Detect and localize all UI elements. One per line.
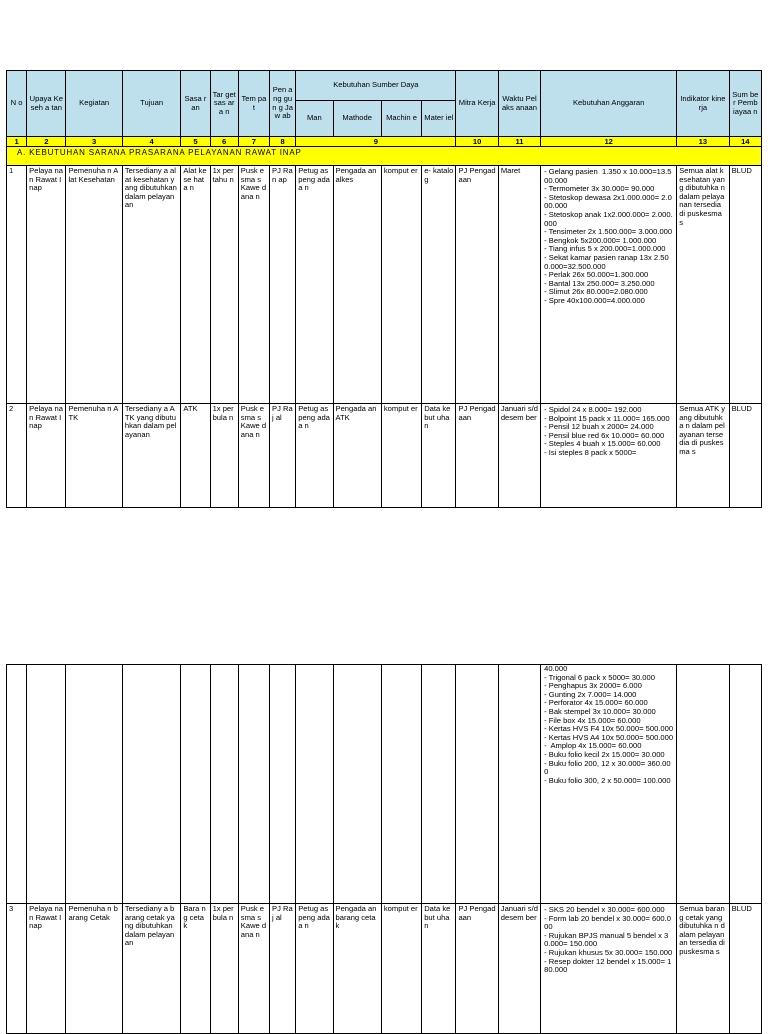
budget-item: - Tiang infus 5 x 200.000=1.000.000	[544, 244, 666, 254]
budget-item: - SKS 20 bendel x 30.000= 600.000	[544, 905, 665, 914]
col-number: 4	[122, 137, 180, 147]
col-number: 5	[181, 137, 210, 147]
row-no: 1	[7, 166, 27, 404]
row-indikator: Semua barang cetak yang dibutuhka n dalam pelayanan tersedia di puskesma s	[677, 904, 729, 1034]
col-number: 9	[296, 137, 456, 147]
row-kegiatan: Pemenuha n barang Cetak	[66, 904, 122, 1034]
row-man: Petug as peng adaa n	[296, 904, 333, 1034]
table-row	[7, 404, 762, 508]
budget-item: - Bak stempel 3x 10.000= 30.000	[544, 706, 656, 716]
header-upaya-kesehatan: Upaya Keseh a tan	[27, 71, 66, 137]
header-mitra-kerja: Mitra Kerja	[456, 71, 498, 137]
budget-item: - Tensimeter 2x 1.500.000= 3.000.000	[544, 227, 673, 237]
header-no: N o	[7, 71, 27, 137]
header-penanggung-jawab: Pen ang gun g Jaw ab	[270, 71, 296, 137]
budget-item: - Sekat kamar pasien ranap 13x 2.500.000=32.500.000	[544, 252, 669, 271]
row-mitra: PJ Pengad aan	[456, 166, 498, 404]
budget-item: - Bolpoint 15 pack x 11.000= 165.000	[544, 413, 670, 423]
row-material: Data kebut uhan	[422, 404, 456, 508]
row-machine: komput er	[381, 904, 421, 1034]
row-man: Petug as peng adaa n	[296, 404, 333, 508]
col-number: 1	[7, 137, 27, 147]
budget-item: - Pensil 12 buah x 2000= 24.000	[544, 422, 654, 432]
budget-item: - Gelang pasien 1.350 x 10.000=13.500.000	[544, 167, 672, 185]
row-method: Pengada an ATK	[333, 404, 381, 508]
header-waktu-pelaksanaan: Waktu Pelaks anaan	[498, 71, 540, 137]
row-man: Petug as peng adaa n	[296, 166, 333, 404]
budget-item: - Perforator 4x 15.000= 60.000	[544, 698, 648, 708]
header-material: Mater iel	[422, 101, 456, 137]
row-indikator: Semua ATK yang dibutuhka n dalam pelayanan tersedia di puskesma s	[677, 404, 729, 508]
row-machine: komput er	[381, 404, 421, 508]
table-row	[7, 904, 762, 1034]
col-number: 7	[238, 137, 269, 147]
budget-item: - Buku folio 200, 12 x 30.000= 360.000	[544, 758, 671, 777]
col-number: 2	[27, 137, 66, 147]
col-number: 12	[541, 137, 677, 147]
row-tujuan: Tersediany a ATK yang dibutuhkan dalam pelayanan	[122, 404, 180, 508]
row-no: 2	[7, 404, 27, 508]
row-target: 1x per bula n	[210, 404, 238, 508]
row-mitra: PJ Pengad aan	[456, 404, 498, 508]
header-method: Mathode	[333, 101, 381, 137]
budget-item: - Amplop 4x 15.000= 60.000	[544, 741, 642, 751]
row-waktu: Januari s/d desem ber	[498, 904, 540, 1034]
row-sasaran: ATK	[181, 404, 210, 508]
row-tempat: Pusk esma s Kawe dana n	[238, 904, 269, 1034]
header-tujuan: Tujuan	[122, 71, 180, 137]
row-tempat: Pusk esma s Kawe dana n	[238, 166, 269, 404]
row-upaya: Pelaya nan Rawat Inap	[27, 166, 66, 404]
budget-item: - File box 4x 15.000= 60.000	[544, 715, 641, 725]
row-penanggung-jawab: PJ Raj al	[270, 404, 296, 508]
row-method: Pengada an alkes	[333, 166, 381, 404]
budget-item: - Rujukan BPJS manual 5 bendel x 30.000= 150.000	[544, 930, 669, 949]
row-upaya: Pelaya nan Rawat Inap	[27, 404, 66, 508]
row-no: 3	[7, 904, 27, 1034]
budget-item: - Stetoskop anak 1x2.000.000= 2.000.000	[544, 209, 673, 228]
header-sasaran: Sasa ran	[181, 71, 210, 137]
header-target: Tar get sas ara n	[210, 71, 238, 137]
row-penanggung-jawab: PJ Ran ap	[270, 166, 296, 404]
col-number: 3	[66, 137, 122, 147]
table-row	[7, 166, 762, 404]
budget-item: 40.000	[544, 664, 568, 673]
row-sasaran: Alat kese hata n	[181, 166, 210, 404]
col-number: 8	[270, 137, 296, 147]
budget-item: - Form lab 20 bendel x 30.000= 600.000	[544, 913, 671, 932]
budget-item: - Resep dokter 12 bendel x 15.000= 180.000	[544, 956, 672, 975]
header-kegiatan: Kegiatan	[66, 71, 122, 137]
budget-item: - Bengkok 5x200.000= 1.000.000	[544, 235, 657, 245]
row-budget	[541, 904, 677, 1034]
budget-item: - Slimut 26x 80.000=2.080.000	[544, 287, 648, 297]
row-budget	[541, 166, 677, 404]
budget-item: - Trigonal 6 pack x 5000= 30.000	[544, 672, 655, 682]
row-kegiatan: Pemenuha n Alat Kesehatan	[66, 166, 122, 404]
budget-item: - Bantal 13x 250.000= 3.250.000	[544, 278, 655, 288]
budget-item: - Kertas HVS A4 10x 50.000= 500.000	[544, 732, 674, 742]
budget-item: - Perlak 26x 50.000=1.300.000	[544, 270, 649, 280]
row-mitra: PJ Pengad aan	[456, 904, 498, 1034]
budget-item: - Spidol 24 x 8.000= 192.000	[544, 405, 642, 414]
budget-item: - Steples 4 buah x 15.000= 60.000	[544, 439, 661, 449]
row-target: 1x per bula n	[210, 904, 238, 1034]
row-waktu: Maret	[498, 166, 540, 404]
budget-item: - Termometer 3x 30.000= 90.000	[544, 184, 655, 194]
row-material: e- katalo g	[422, 166, 456, 404]
row-budget-continued	[541, 665, 677, 904]
budget-table-page-1	[6, 70, 762, 508]
col-number: 10	[456, 137, 498, 147]
budget-table-page-2	[6, 664, 762, 1034]
budget-item: - Buku folio 300, 2 x 50.000= 100.000	[544, 775, 671, 785]
col-number: 6	[210, 137, 238, 147]
row-sumber: BLUD	[729, 904, 761, 1034]
row-sasaran: Bara ng ceta k	[181, 904, 210, 1034]
header-kebutuhan-sumber-daya: Kebutuhan Sumber Daya	[296, 71, 456, 101]
row-waktu: Januari s/d desem ber	[498, 404, 540, 508]
row-target: 1x per tahu n	[210, 166, 238, 404]
row-material: Data kebut uhan	[422, 904, 456, 1034]
row-tujuan: Tersediany a alat kesehatan yang dibutuhkan dalam pelayanan	[122, 166, 180, 404]
row-sumber: BLUD	[729, 404, 761, 508]
budget-item: - Rujukan khusus 5x 30.000= 150.000	[544, 947, 673, 957]
row-kegiatan: Pemenuha n ATK	[66, 404, 122, 508]
col-number: 13	[677, 137, 729, 147]
budget-item: - Pensil blue red 6x 10.000= 60.000	[544, 430, 665, 440]
header-machine: Machin e	[381, 101, 421, 137]
header-sumber-pembiayaan: Sum ber Pemb iayaa n	[729, 71, 761, 137]
row-budget	[541, 404, 677, 508]
budget-item: - Isi steples 8 pack x 5000=	[544, 447, 637, 457]
row-method: Pengada an barang cetak	[333, 904, 381, 1034]
row-sumber: BLUD	[729, 166, 761, 404]
budget-item: - Penghapus 3x 2000= 6.000	[544, 681, 642, 691]
row-indikator: Semua alat kesehatan yang dibutuhka n dalam pelayanan tersedia di puskesma s	[677, 166, 729, 404]
col-number: 11	[498, 137, 540, 147]
budget-item: - Spre 40x100.000=4.000.000	[544, 295, 645, 305]
section-title: A. KEBUTUHAN SARANA PRASARANA PELAYANAN RAWAT INAP	[7, 147, 762, 166]
header-kebutuhan-anggaran: Kebutuhan Anggaran	[541, 71, 677, 137]
row-upaya: Pelaya nan Rawat Inap	[27, 904, 66, 1034]
row-machine: komput er	[381, 166, 421, 404]
row-penanggung-jawab: PJ Raj al	[270, 904, 296, 1034]
row-tempat: Pusk esma s Kawe dana n	[238, 404, 269, 508]
header-indikator-kinerja: Indikator kinerja	[677, 71, 729, 137]
budget-item: - Gunting 2x 7.000= 14.000	[544, 689, 637, 699]
budget-item: - Kertas HVS F4 10x 50.000= 500.000	[544, 724, 674, 734]
col-number: 14	[729, 137, 761, 147]
header-tempat: Tem pat	[238, 71, 269, 137]
budget-item: - Buku folio kecil 2x 15.000= 30.000	[544, 749, 665, 759]
budget-item: - Stetoskop dewasa 2x1.000.000= 2.000.000	[544, 192, 672, 211]
header-man: Man	[296, 101, 333, 137]
row-tujuan: Tersediany a barang cetak yang dibutuhkan dalam pelayanan	[122, 904, 180, 1034]
table-row	[7, 665, 762, 904]
